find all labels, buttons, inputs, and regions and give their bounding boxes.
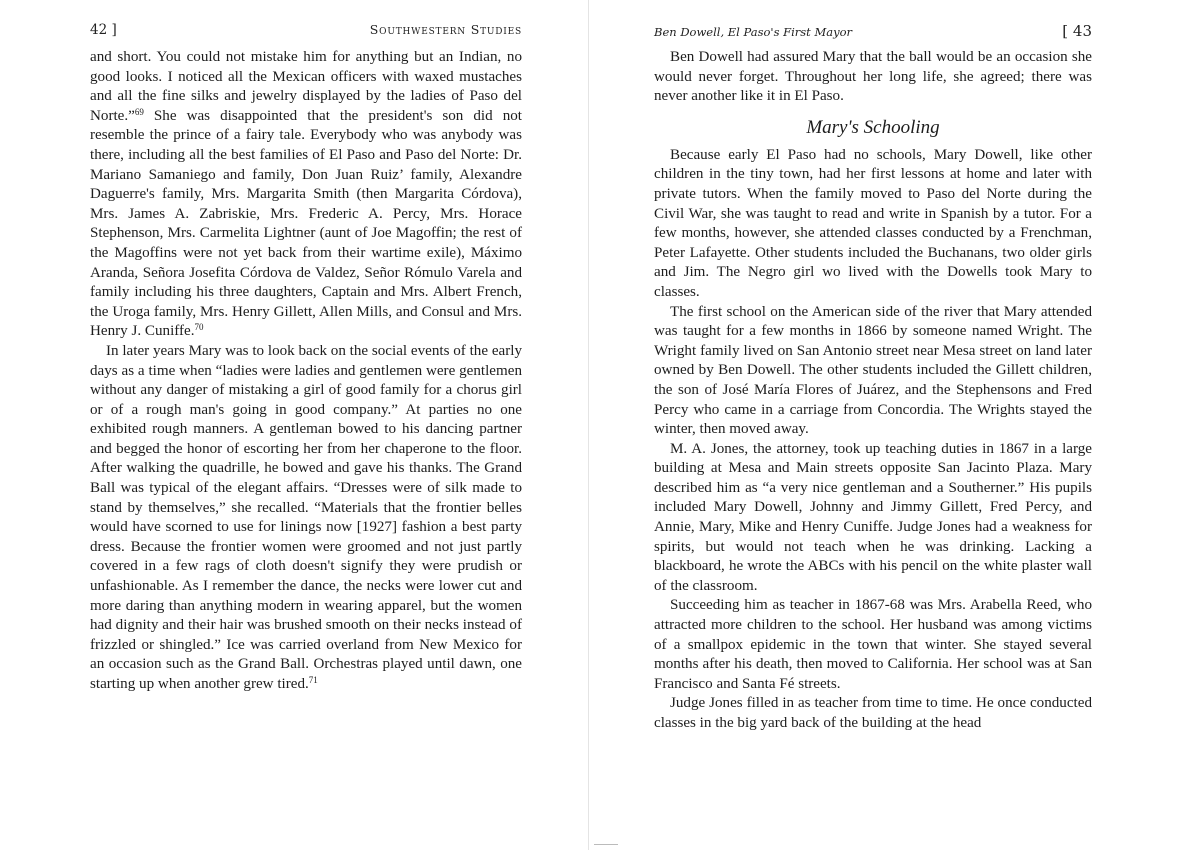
left-running-head: Southwestern Studies xyxy=(369,22,522,37)
left-page xyxy=(90,22,522,695)
paragraph: The first school on the American side of the river that Mary attended was taught for a few months in 1866 by someone named Wright. The Wright family lived on San Antonio street near Mesa street on land later owned by Ben Dowell. The other students included the Gillett children, the son of José María Flores of Juárez, and the Stephensons and Fred Percy who came in a carriage from Concordia. The Wrights stayed the winter, then moved away. xyxy=(654,303,1092,438)
footnote-ref: 70 xyxy=(194,322,204,333)
paragraph xyxy=(90,48,522,342)
paragraph: M. A. Jones, the attorney, took up teaching duties in 1867 in a large building at Mesa and Main streets opposite San Jacinto Plaza. Mary described him as “a very nice gentleman and a Southerner.” His pupils included Mary Dowell, Johnny and Jimmy Gillett, Fred Percy, and Annie, Mary, Mike and Henry Cuniffe. Judge Jones had a weakness for spirits, but would not teach when he was drinking. Lacking a blackboard, he wrote the ABCs with his pencil on the white plaster wall of the classroom. xyxy=(654,440,1092,594)
paragraph: Judge Jones filled in as teacher from time to time. He once conducted classes in the big yard back of the building at the head xyxy=(654,695,1092,731)
paragraph-text: In later years Mary was to look back on the social events of the early days as a time when “ladies were ladies and gentlemen were gentlemen without any danger of mistaking a girl of good family for a chorus girl or of a rough man's going in good company.” At parties no one exhibited rough manners. A gentleman bowed to his dancing partner and begged the honor of escorting her from her chaperone to the floor. After walking the quadrille, he bowed and gave his thanks. The Grand Ball was typical of the elegant affairs. “Dresses were of silk made to stand by themselves,” she recalled. “Materials that the frontier belles would have scorned to use for linings now [1927] fashion a best party dress. Because the frontier women were groomed and not just partly covered in a few rags of cloth doesn't signify they were prudish or unfashionable. As I remember the dance, the necks were lower cut and more daring than anything modern in wearing apparel, but the women had dignity and their hair was brushed smooth on their necks instead of frizzled or shingled.” Ice was carried overland from New Mexico for an occasion such as the Grand Ball. Orchestras played until dawn, one starting up when another grew tired. xyxy=(90,342,522,692)
section-title: Mary's Schooling xyxy=(806,116,940,138)
right-running-head: Ben Dowell, El Paso's First Mayor xyxy=(654,25,853,39)
footnote-ref: 69 xyxy=(134,106,144,117)
left-page-header xyxy=(90,22,522,48)
bottom-edge-mark xyxy=(594,844,618,845)
paragraph: Because early El Paso had no schools, Mary Dowell, like other children in the tiny town, had her first lessons at home and later with private tutors. When the family moved to Paso del Norte during the Civil War, she was taught to read and write in Spanish by a tutor. For a few months, however, she attended classes conducted by a Frenchman, Peter Lafayette. Other students included the Buchanans, two older girls and Jim. The Negro girl wo lived with the Dowells took Mary to classes. xyxy=(654,146,1092,300)
paragraph: Succeeding him as teacher in 1867-68 was Mrs. Arabella Reed, who attracted more children to the school. Her husband was among victims of a smallpox epidemic in the town that winter. She stayed several months after his death, then moved to California. Her school was at San Francisco and Santa Fé streets. xyxy=(654,597,1092,692)
paragraph-text: She was disappointed that the president's son did not resemble the prince of a fairy tale. Everybody who was anybody was there, including all the best families of El Paso and Paso del Norte: Dr. Mariano Samaniego and family, Don Juan Ruiz’ family, Alexandre Daguerre's family, Mrs. Margarita Smith (then Margarita Córdova), Mrs. James A. Zabriskie, Mrs. Frederic A. Percy, Mrs. Horace Stephenson, Mrs. Carmelita Lightner (aunt of Joe Magoffin; the rest of the Magoffins were not yet back from their wartime exile), Máximo Aranda, Señora Josefita Córdova de Valdez, Señor Rómulo Varela and family including his three daughters, Captain and Mrs. Albert French, the Uroga family, Mrs. Henry Gillett, Allen Mills, and Consul and Mrs. Henry J. Cuniffe. xyxy=(90,107,522,340)
footnote-ref: 71 xyxy=(308,675,318,685)
paragraph xyxy=(90,342,522,695)
left-page-body xyxy=(90,48,522,695)
right-page xyxy=(654,22,1092,734)
right-page-number: [ 43 xyxy=(1062,22,1092,40)
right-page-body xyxy=(654,48,1092,734)
left-page-number: 42 ] xyxy=(90,22,117,38)
page-gutter xyxy=(588,0,589,850)
right-page-header xyxy=(654,22,1092,48)
paragraph-text: and short. You could not mistake him for anything but an Indian, no good looks. I noticed all the Mexican officers with waxed mustaches and all the fine silks and jewelry displayed by the ladies of Paso del Norte.” xyxy=(90,49,522,124)
paragraph: Ben Dowell had assured Mary that the ball would be an occasion she would never forget. Throughout her long life, she agreed; there was never another like it in El Paso. xyxy=(654,49,1092,105)
